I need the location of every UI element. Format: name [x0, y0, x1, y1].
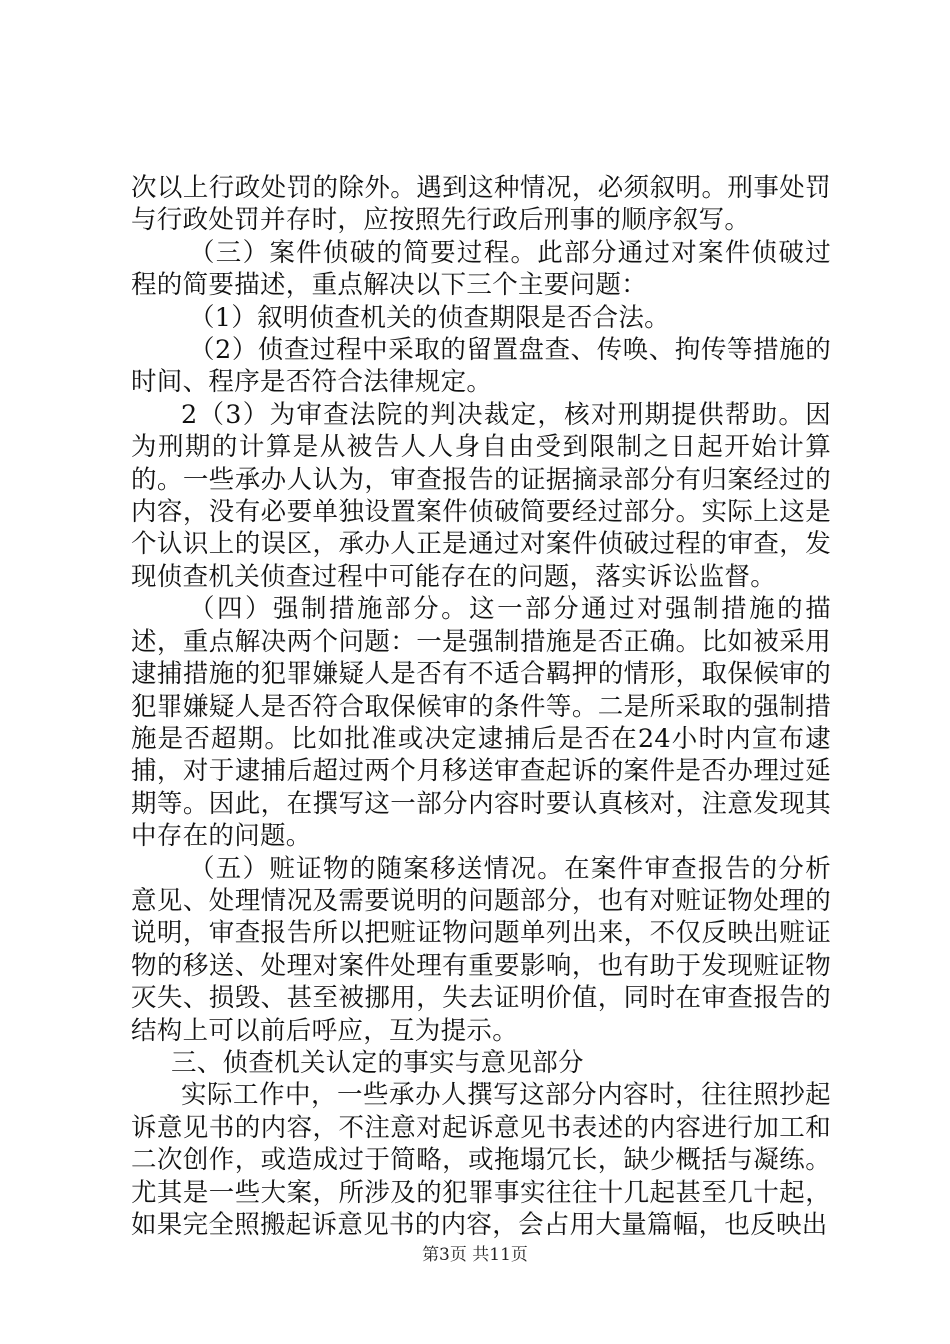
paragraph: （2）侦查过程中采取的留置盘查、传唤、拘传等措施的时间、程序是否符合法律规定。	[131, 335, 831, 398]
paragraph: （四）强制措施部分。这一部分通过对强制措施的描述，重点解决两个问题：一是强制措施是否正确。比如被采用逮捕措施的犯罪嫌疑人是否有不适合羁押的情形，取保候审的犯罪嫌疑人是否符合取保候审的条件等。二是所采取的强制措施是否超期。比如批准或决定逮捕后是否在24小时内宣布逮捕，对于逮捕后超过两个月移送审查起诉的案件是否办理过延期等。因此，在撰写这一部分内容时要认真核对，注意发现其中存在的问题。	[131, 594, 831, 852]
paragraph: （三）案件侦破的简要过程。此部分通过对案件侦破过程的简要描述，重点解决以下三个主要问题：	[131, 237, 831, 301]
paragraph: 实际工作中，一些承办人撰写这部分内容时，往往照抄起诉意见书的内容，不注意对起诉意见书表述的内容进行加工和二次创作，或造成过于简略，或拖塌冗长，缺少概括与凝练。尤其是一些大案，所涉及的犯罪事实往往十几起甚至几十起，如果完全照搬起诉意见书的内容，会占用大量篇幅，也反映出	[131, 1080, 831, 1240]
paragraph: 2（3）为审查法院的判决裁定，核对刑期提供帮助。因为刑期的计算是从被告人人身自由受到限制之日起开始计算的。一些承办人认为，审查报告的证据摘录部分有归案经过的内容，没有必要单独设置案件侦破简要经过部分。实际上这是个认识上的误区，承办人正是通过对案件侦破过程的审查，发现侦查机关侦查过程中可能存在的问题，落实诉讼监督。	[131, 399, 831, 592]
paragraph: （1）叙明侦查机关的侦查期限是否合法。	[189, 302, 670, 333]
section-heading: 三、侦查机关认定的事实与意见部分	[171, 1047, 584, 1078]
paragraph: （五）赃证物的随案移送情况。在案件审查报告的分析意见、处理情况及需要说明的问题部分，也有对赃证物处理的说明，审查报告所以把赃证物问题单列出来，不仅反映出赃证物的移送、处理对案件处理有重要影响，也有助于发现赃证物灭失、损毁、甚至被挪用，失去证明价值，同时在审查报告的结构上可以前后呼应，互为提示。	[131, 853, 831, 1046]
paragraph: 次以上行政处罚的除外。遇到这种情况，必须叙明。刑事处罚与行政处罚并存时，应按照先行政后刑事的顺序叙写。	[131, 173, 831, 236]
page-footer: 第3页 共11页	[422, 1245, 528, 1265]
body-text	[131, 172, 831, 1241]
